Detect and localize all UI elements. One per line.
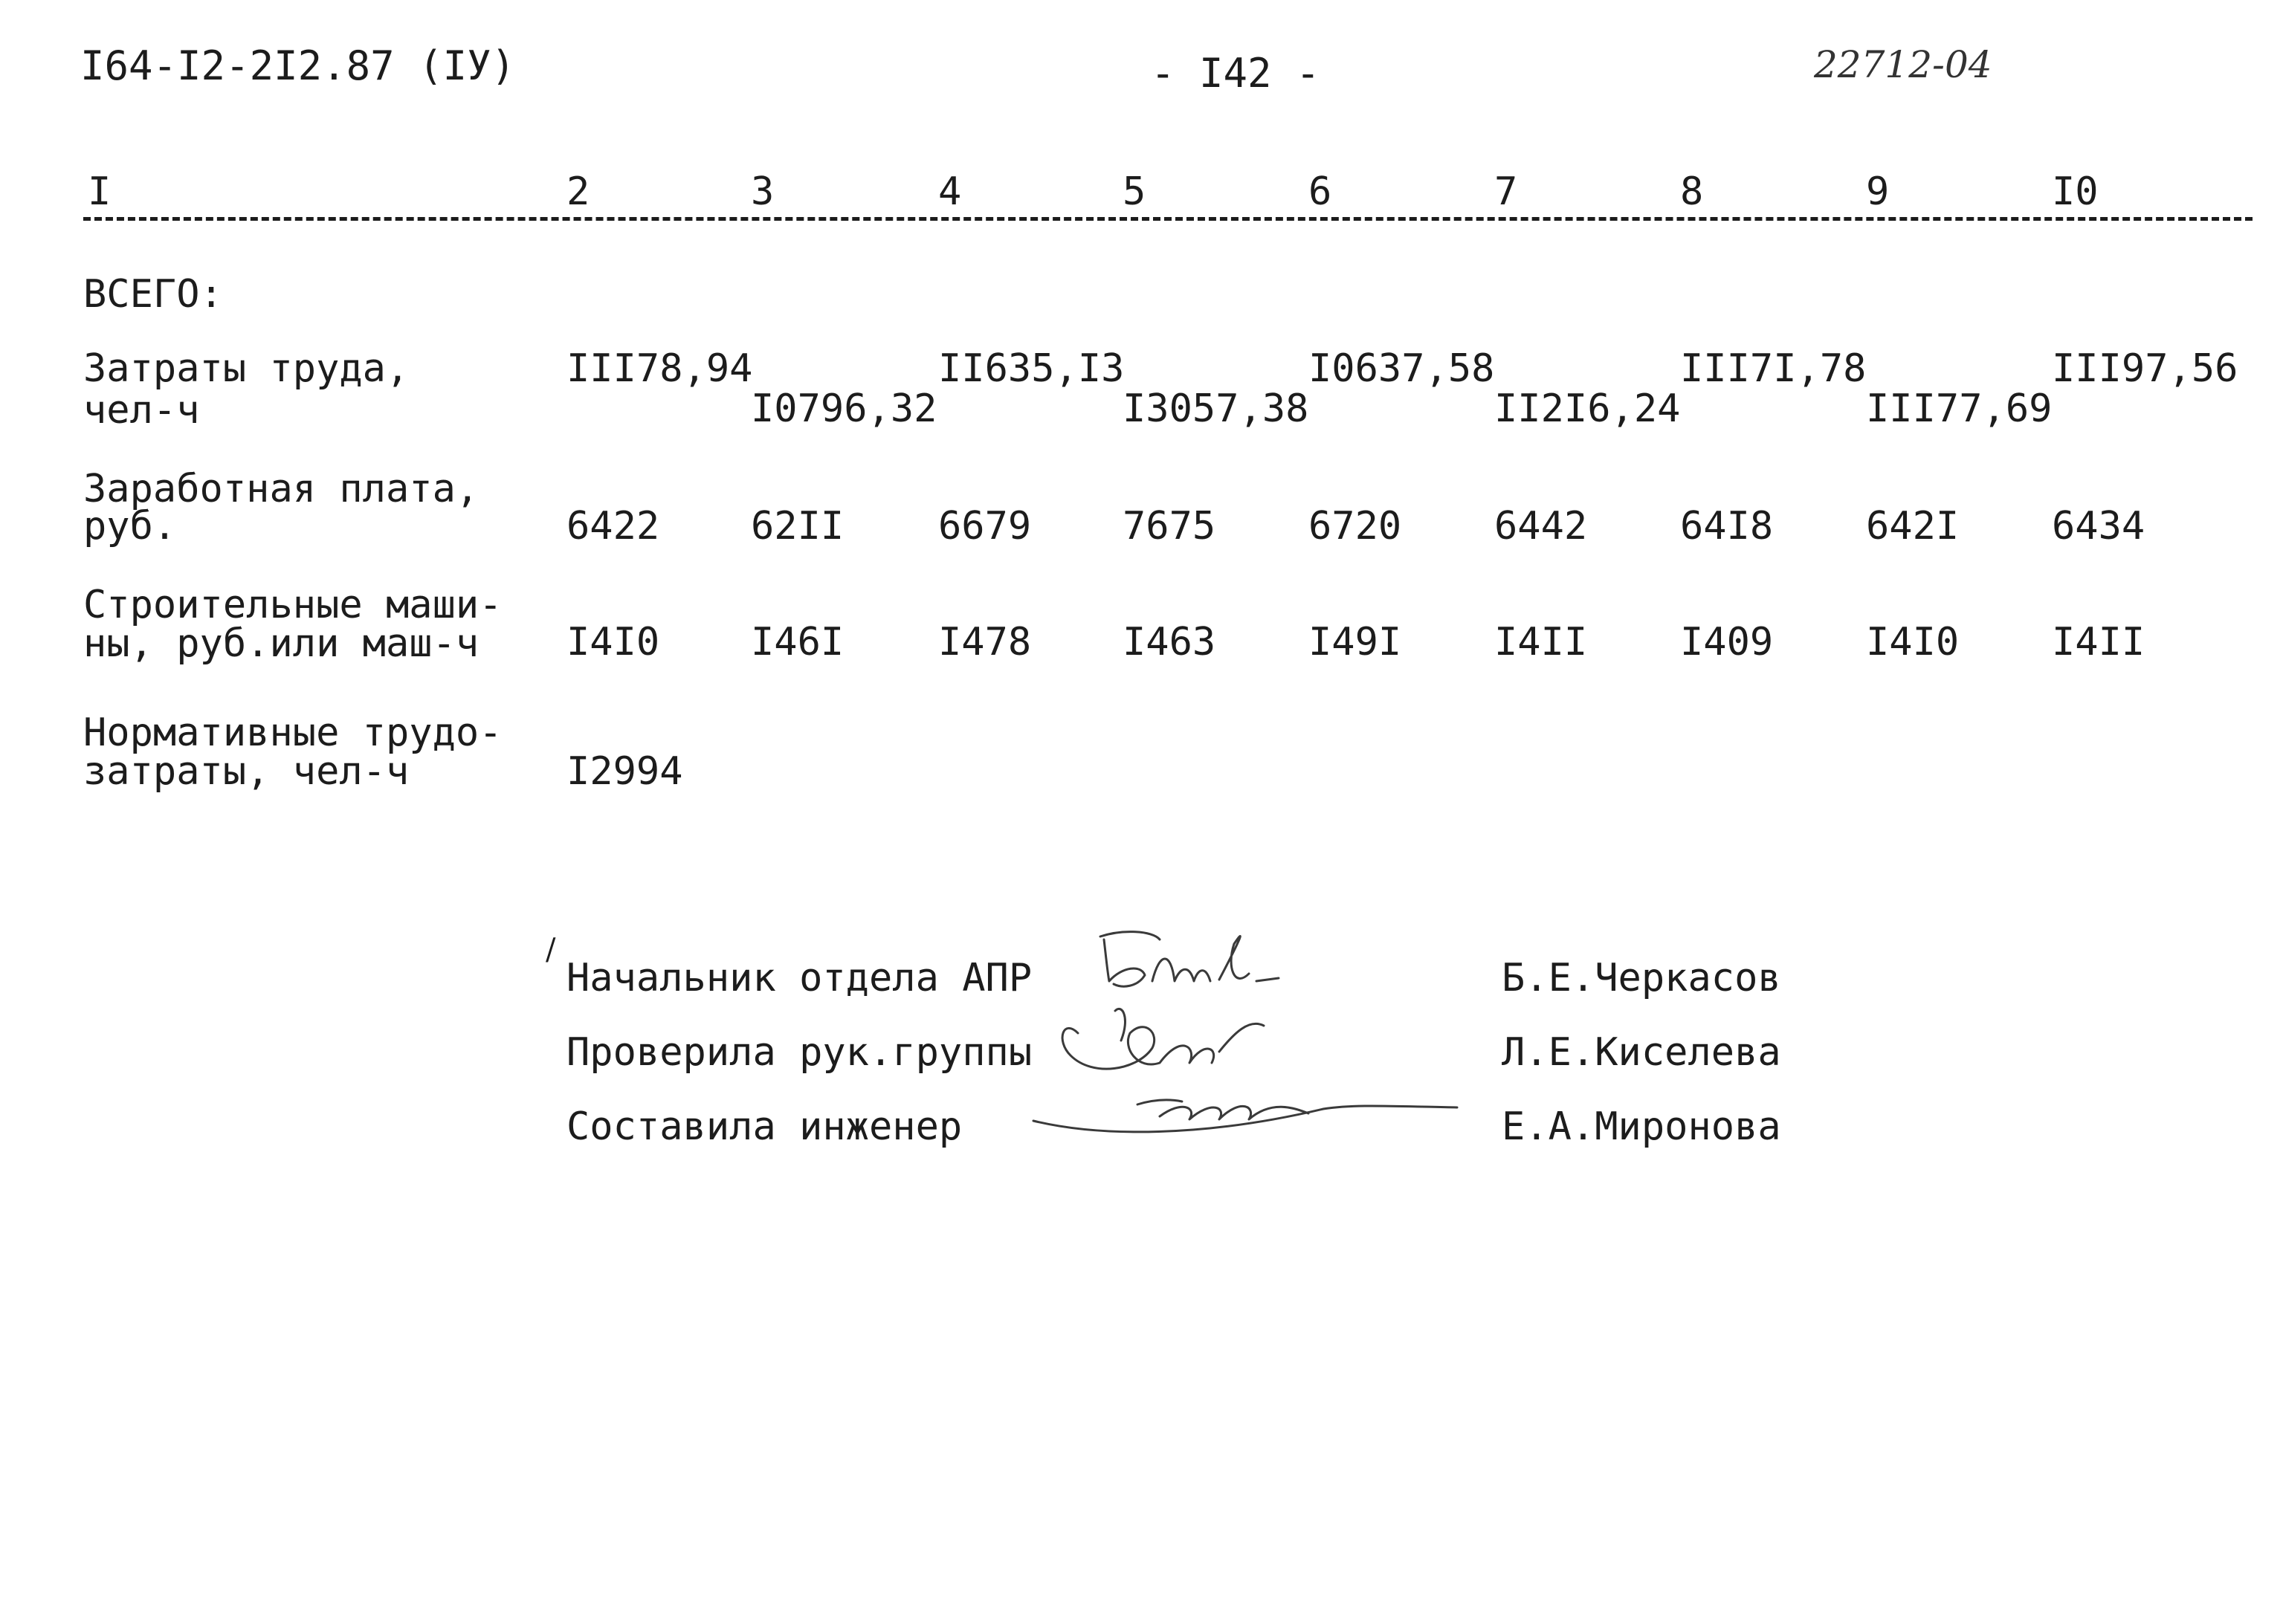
row-label: ны, руб.или маш-ч [83,621,479,666]
table-cell: I4I0 [1866,620,1960,664]
table-cell: 6679 [938,504,1032,549]
column-header: I0 [2052,169,2099,214]
table-cell: 6442 [1494,504,1588,549]
document-code: I64-I2-2I2.87 (IУ) [80,42,516,89]
row-label: Строительные маши- [83,583,503,627]
table-cell: 6720 [1308,504,1402,549]
signature-role: Проверила рук.группы [566,1030,1033,1075]
table-cell: I2994 [566,749,683,794]
table-cell: 6422 [566,504,660,549]
column-header: 3 [751,169,775,214]
page-number: - I42 - [1151,50,1320,97]
table-cell: I478 [938,620,1032,664]
column-header: 4 [938,169,962,214]
archive-number: 22712-04 [1814,43,1992,86]
table-cell: I3057,38 [1123,386,1309,431]
table-cell: I4I0 [566,620,660,664]
table-cell: 7675 [1123,504,1216,549]
table-cell: III77,69 [1866,386,2053,431]
table-cell: 6434 [2052,504,2145,549]
table-cell: I4II [2052,620,2145,664]
column-header: 9 [1866,169,1890,214]
column-header: 8 [1680,169,1704,214]
column-header: 7 [1494,169,1518,214]
table-cell: 64I8 [1680,504,1774,549]
column-header: 6 [1308,169,1332,214]
table-cell: II2I6,24 [1494,386,1681,431]
table-cell: I463 [1123,620,1216,664]
header-rule [83,217,2253,221]
table-cell: I46I [751,620,845,664]
table-cell: I0796,32 [751,386,937,431]
row-label: Заработная плата, [83,467,479,511]
row-label: Затраты труда, [83,346,410,391]
table-cell: III97,56 [2052,346,2238,391]
signature-role: Начальник отдела АПР [566,956,1033,1000]
table-cell: I4II [1494,620,1588,664]
signature-name: Е.А.Миронова [1502,1104,1781,1149]
row-label: затраты, чел-ч [83,749,410,794]
table-cell: I0637,58 [1308,346,1495,391]
column-header: I [88,169,112,214]
row-label: Нормативные трудо- [83,711,503,755]
handwritten-signatures [1011,922,1472,1174]
section-title: ВСЕГО: [83,272,223,317]
signature-name: Б.Е.Черкасов [1502,956,1781,1000]
table-cell: III78,94 [566,346,753,391]
table-cell: III7I,78 [1680,346,1867,391]
table-cell: I409 [1680,620,1774,664]
pen-mark: / [546,933,556,967]
column-header: 5 [1123,169,1146,214]
table-cell: I49I [1308,620,1402,664]
signature-role: Составила инженер [566,1104,963,1149]
table-cell: II635,I3 [938,346,1125,391]
row-label: руб. [83,504,177,549]
column-header: 2 [566,169,590,214]
signature-name: Л.Е.Киселева [1502,1030,1781,1075]
table-cell: 62II [751,504,845,549]
table-cell: 642I [1866,504,1960,549]
row-label: чел-ч [83,388,200,433]
